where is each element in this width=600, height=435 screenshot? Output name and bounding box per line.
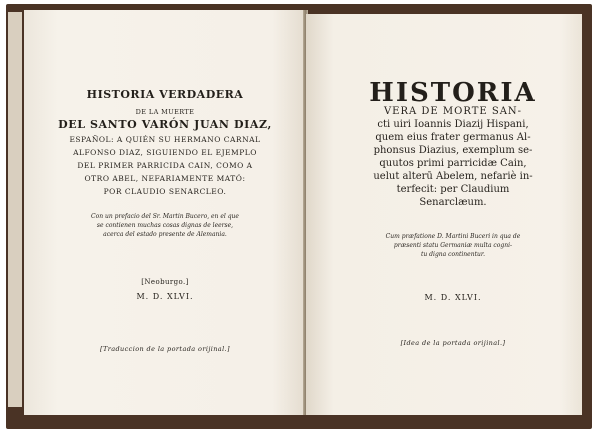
right-preface-line: Cum præfatione D. Martini Buceri in qua de — [385, 233, 521, 240]
right-preface-line: præsenti statu Germaniæ multa cogni- — [393, 242, 513, 249]
left-preface-line: se contienen muchas cosas dignas de leerse, — [96, 222, 234, 229]
left-body-line: POR CLAUDIO SENARCLEO. — [103, 187, 227, 196]
right-preface-line: tu digna continentur. — [421, 251, 485, 258]
left-title: HISTORIA VERDADERA — [86, 88, 244, 101]
page-block-edge — [8, 12, 22, 407]
right-body-line: Senarclæum. — [419, 197, 487, 208]
left-page — [24, 10, 306, 415]
right-body-line: cti uiri Ioannis Diazij Hispani, — [377, 119, 529, 130]
left-body-line: ESPAÑOL: A QUIÉN SU HERMANO CARNAL — [69, 135, 261, 144]
right-body-line: uelut alterū Abelem, nefariè in- — [373, 171, 533, 182]
left-body-line: OTRO ABEL, NEFARIAMENTE MATÓ: — [84, 174, 246, 183]
left-body-line: DEL PRIMER PARRICIDA CAIN, COMO A — [77, 161, 253, 170]
left-preface-line: Con un prefacio del Sr. Martin Bucero, en el que — [91, 213, 239, 220]
left-line-de-la-muerte: DE LA MUERTE — [135, 108, 195, 116]
right-body-line: VERA DE MORTE SAN- — [383, 106, 523, 117]
right-year: M. D. XLVI. — [424, 293, 482, 302]
left-year: M. D. XLVI. — [136, 292, 194, 301]
right-body-line: quutos primi parricidæ Cain, — [379, 158, 527, 169]
left-footer-note: [Traduccion de la portada orijinal.] — [100, 345, 230, 353]
left-preface-line: acerca del estado presente de Alemania. — [103, 231, 227, 238]
right-title: HISTORIA — [369, 78, 537, 108]
left-line-santo: DEL SANTO VARÓN JUAN DIAZ, — [58, 118, 272, 131]
right-page — [306, 14, 582, 415]
right-body-line: terfecit: per Claudium — [396, 184, 510, 195]
right-body-line: phonsus Diazius, exemplum se- — [373, 145, 533, 156]
left-body-line: ALFONSO DIAZ, SIGUIENDO EL EJEMPLO — [73, 148, 257, 157]
left-place: [Neoburgo.] — [141, 278, 189, 286]
right-body-line: quem eius frater germanus Al- — [375, 132, 531, 143]
right-footer-note: [Idea de la portada orijinal.] — [400, 339, 506, 347]
